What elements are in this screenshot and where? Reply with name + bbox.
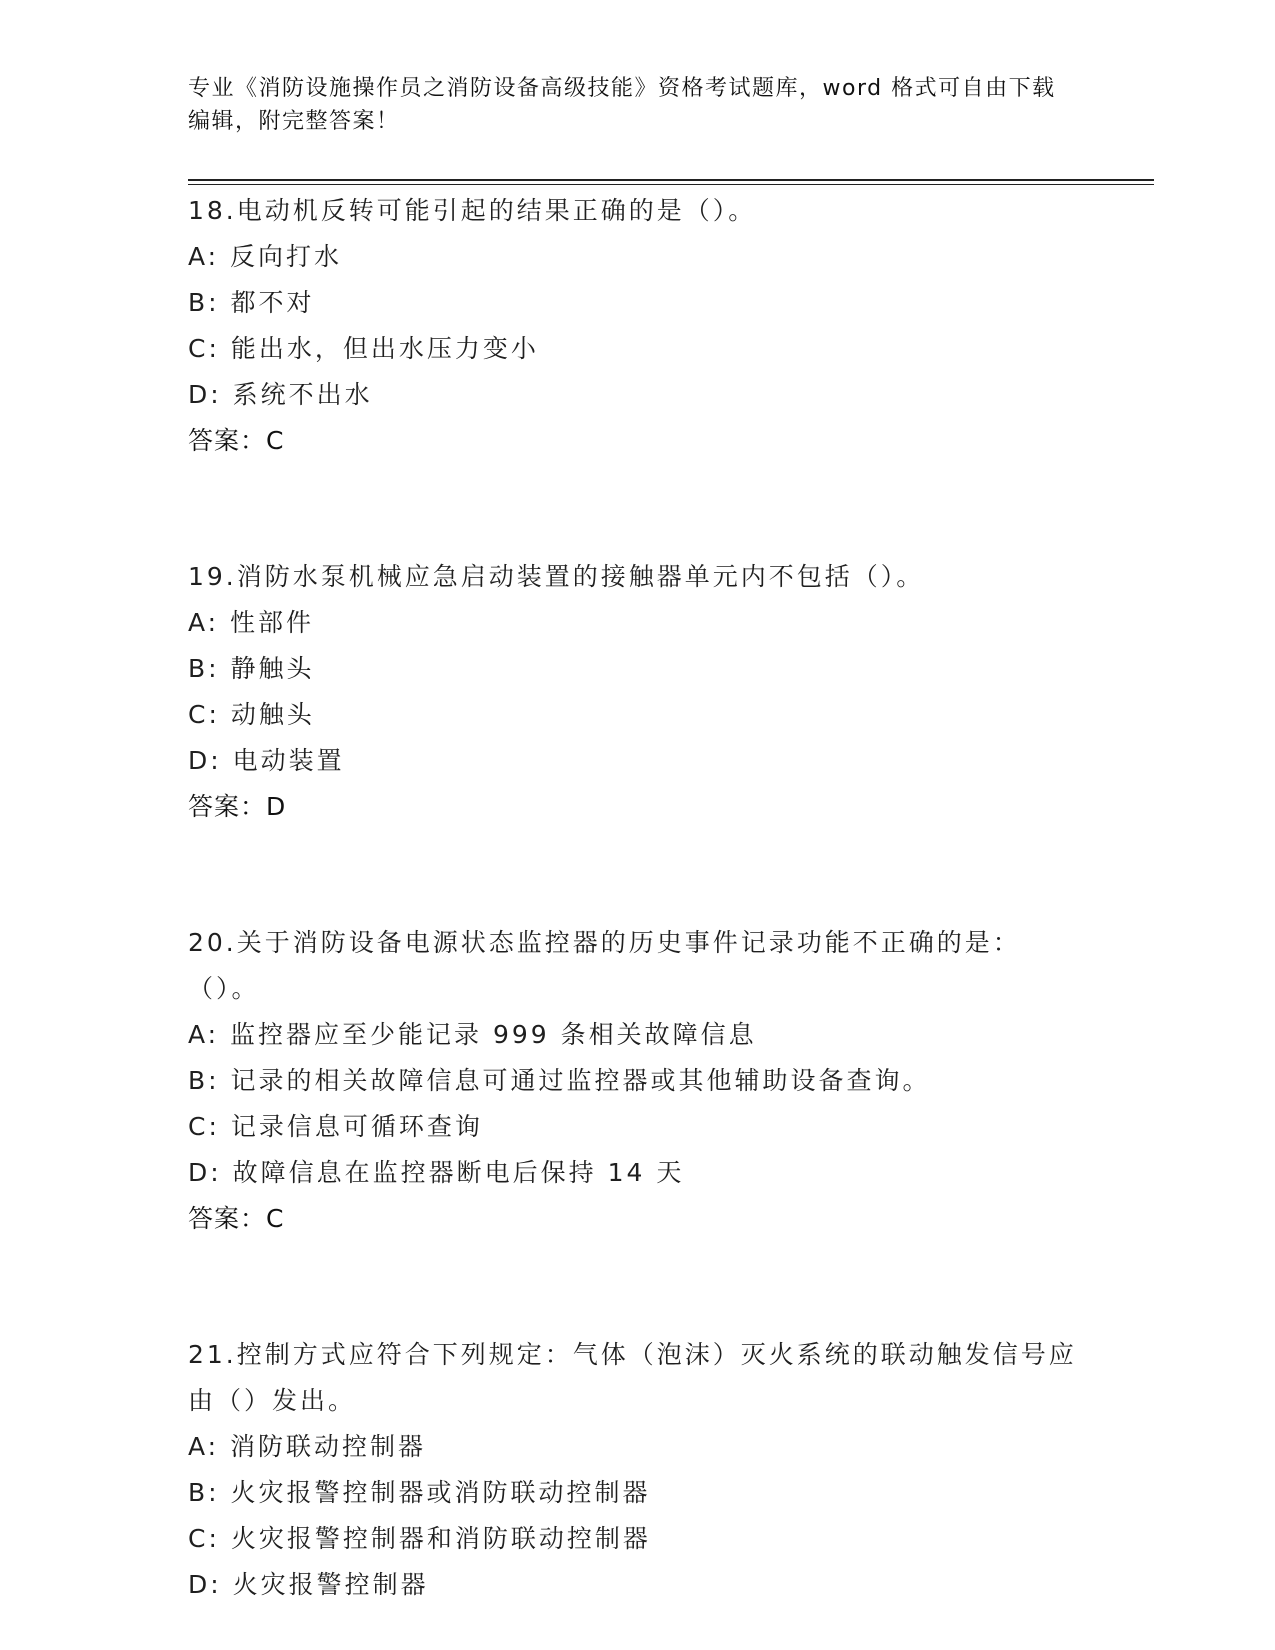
option-b: B: 静触头: [188, 654, 315, 683]
option-c: C: 能出水，但出水压力变小: [188, 334, 539, 363]
option-a: A: 性部件: [188, 608, 315, 637]
option-a: A: 消防联动控制器: [188, 1432, 427, 1461]
answer-line: 答案：D: [188, 792, 287, 821]
answer-line: 答案：C: [188, 1204, 285, 1233]
option-b: B: 记录的相关故障信息可通过监控器或其他辅助设备查询。: [188, 1066, 931, 1095]
question-stem: 18.电动机反转可能引起的结果正确的是（）。: [188, 196, 757, 225]
question-stem: 21.控制方式应符合下列规定：气体（泡沫）灭火系统的联动触发信号应由（）发出。: [188, 1340, 1077, 1415]
option-d: D: 火灾报警控制器: [188, 1570, 429, 1599]
option-c: C: 记录信息可循环查询: [188, 1112, 483, 1141]
question-21: [188, 1332, 1078, 1608]
option-a: A: 反向打水: [188, 242, 343, 271]
option-a: A: 监控器应至少能记录 999 条相关故障信息: [188, 1020, 757, 1049]
question-list: [188, 188, 1078, 1608]
option-c: C: 火灾报警控制器和消防联动控制器: [188, 1524, 651, 1553]
option-d: D: 电动装置: [188, 746, 345, 775]
question-18: [188, 188, 1078, 464]
question-stem: 19.消防水泵机械应急启动装置的接触器单元内不包括（）。: [188, 562, 925, 591]
question-stem: 20.关于消防设备电源状态监控器的历史事件记录功能不正确的是：（）。: [188, 928, 1021, 1003]
option-b: B: 火灾报警控制器或消防联动控制器: [188, 1478, 651, 1507]
answer-line: 答案：C: [188, 426, 285, 455]
option-d: D: 故障信息在监控器断电后保持 14 天: [188, 1158, 685, 1187]
option-d: D: 系统不出水: [188, 380, 373, 409]
question-20: [188, 920, 1078, 1242]
header-divider-thick: [188, 179, 1154, 181]
document-header: 专业《消防设施操作员之消防设备高级技能》资格考试题库，word 格式可自由下载编辑，附完整答案！: [188, 76, 1056, 134]
header-divider-thin: [188, 184, 1154, 185]
option-c: C: 动触头: [188, 700, 315, 729]
question-19: [188, 554, 1078, 830]
option-b: B: 都不对: [188, 288, 315, 317]
